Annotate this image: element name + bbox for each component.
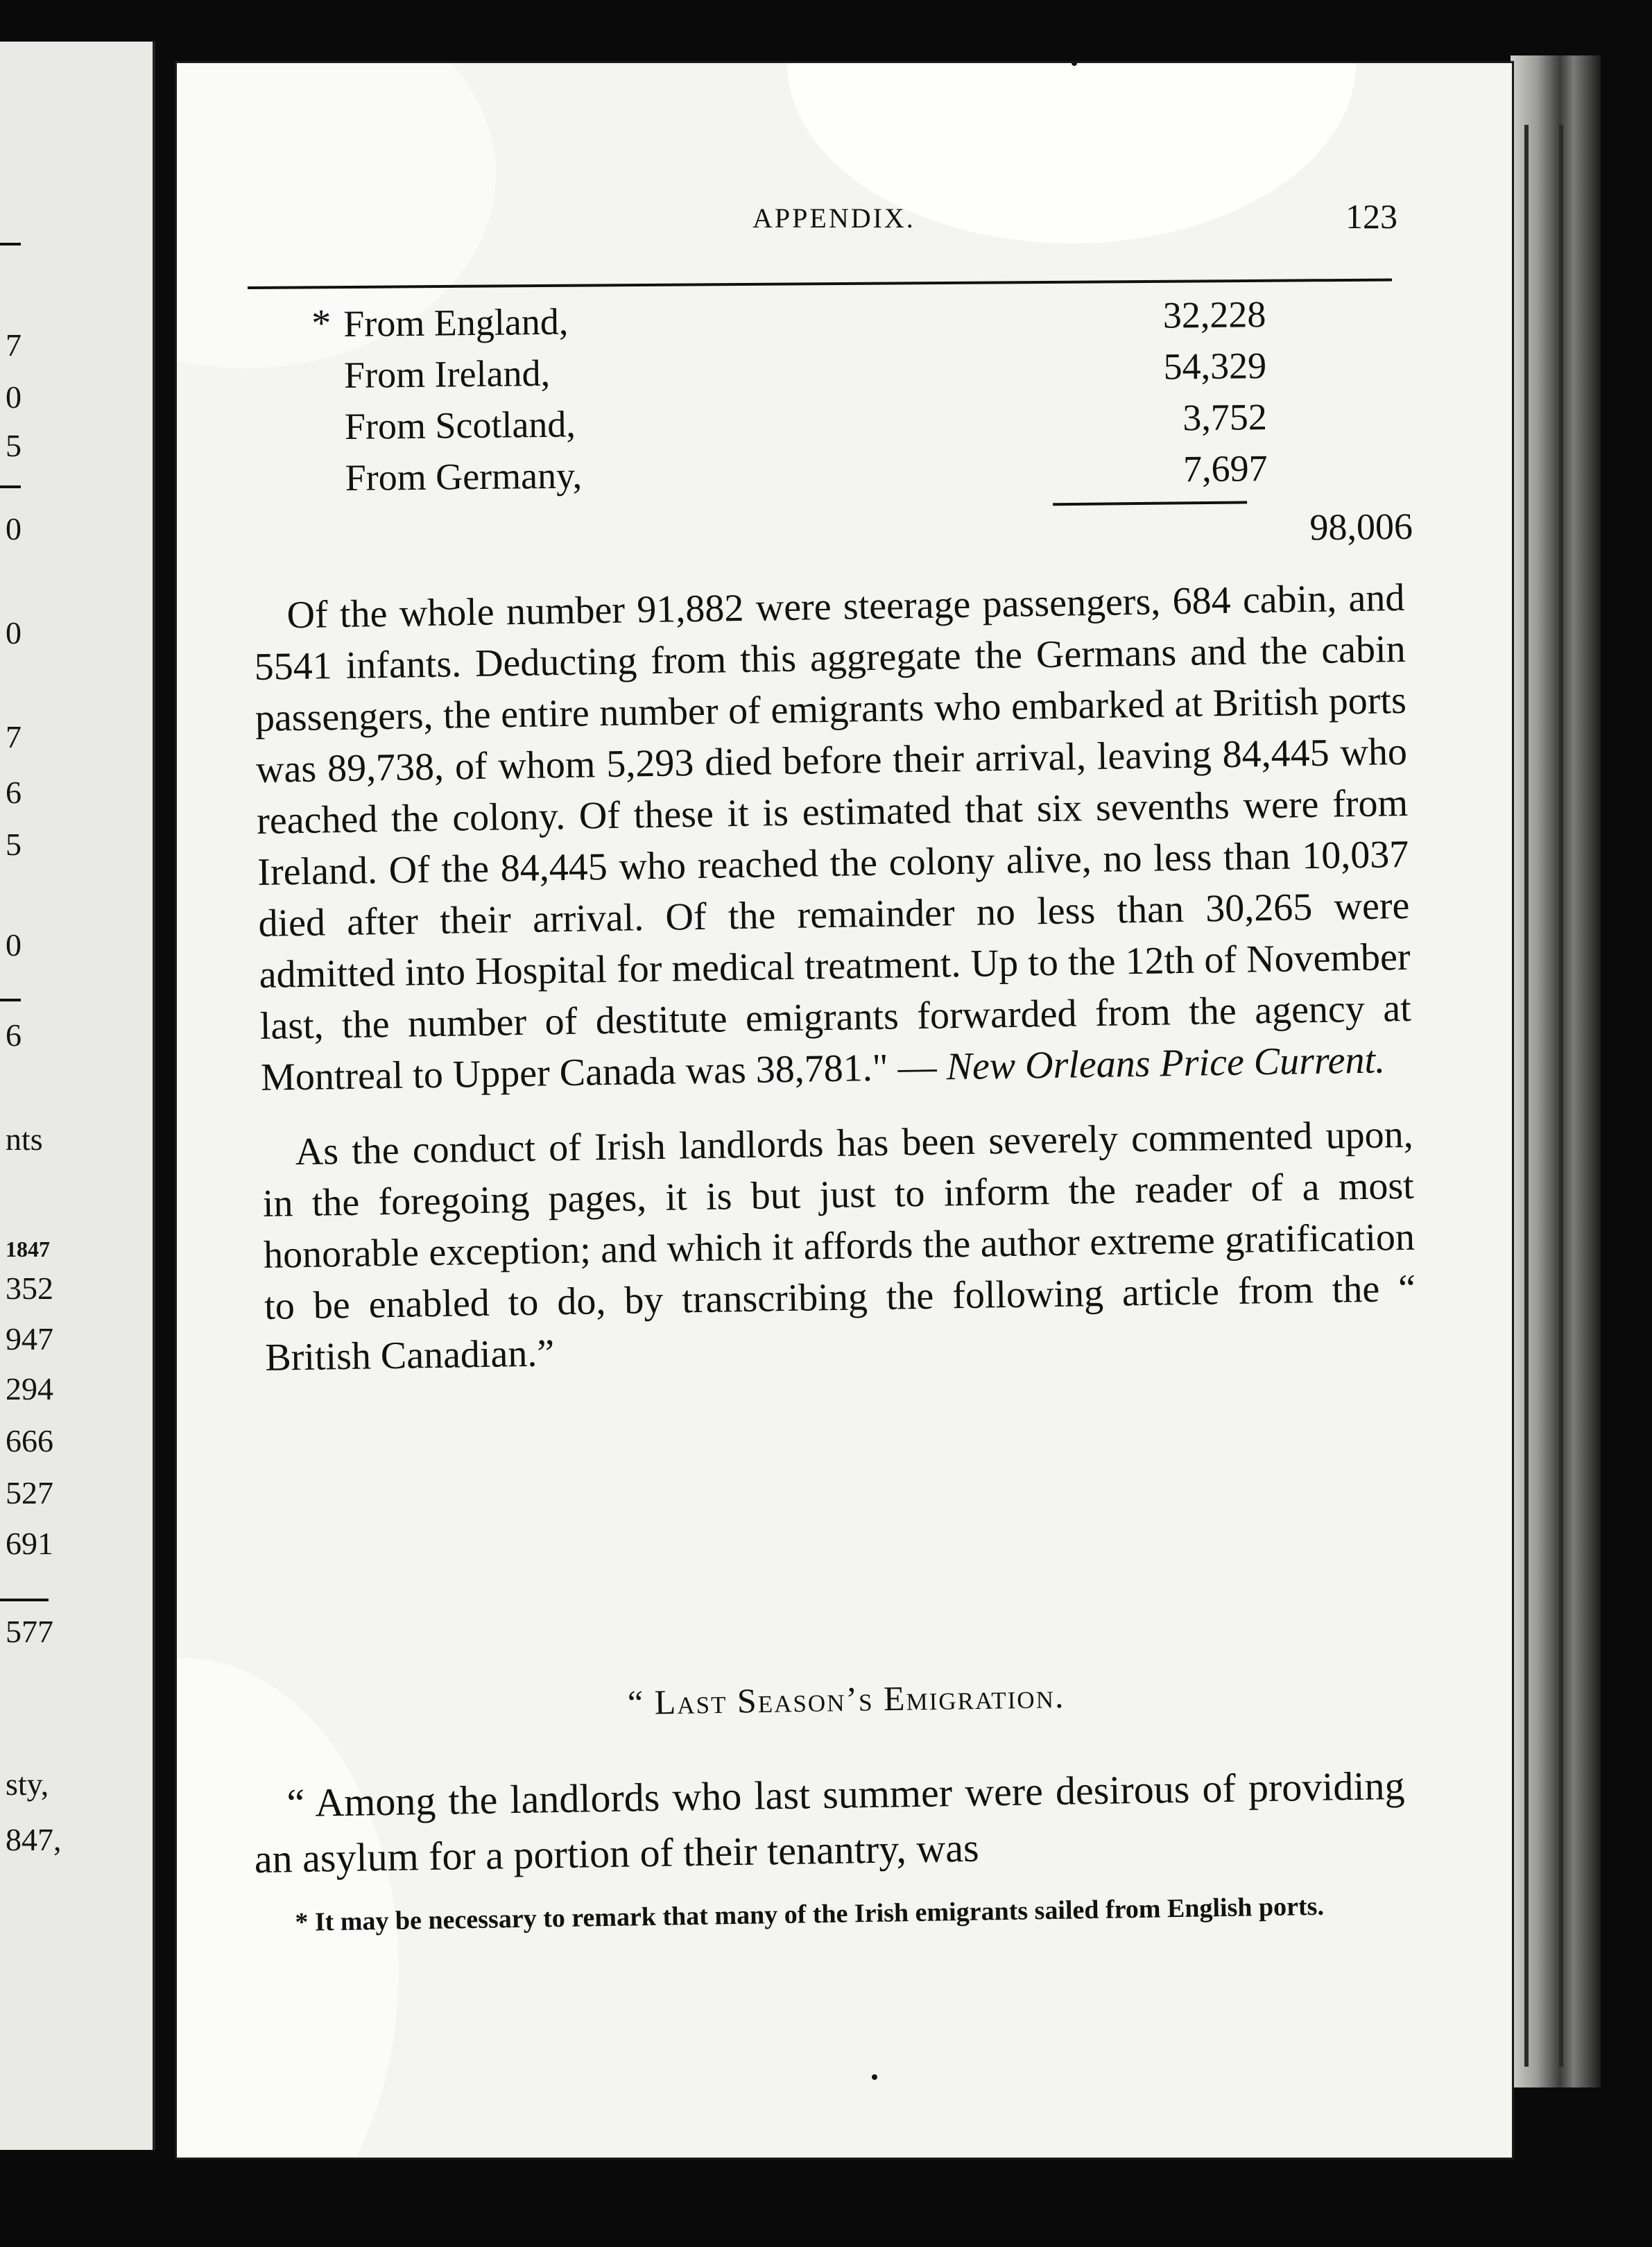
origin-count: 32,228 [1162,293,1266,336]
previous-page-strip [0,42,155,2150]
table-row [343,345,1267,404]
emigrant-origin-table [311,291,1413,608]
left-page-fragment: 6 [6,1017,21,1053]
left-page-fragment: sty, [6,1766,49,1802]
paragraph [253,572,1412,1103]
left-page-fragment: 5 [6,827,21,862]
left-page-fragment: 7 [6,327,21,363]
sum-rule [1053,501,1247,506]
left-page-rule [0,999,21,1001]
left-page-fragment: 352 [6,1271,53,1306]
left-page-fragment: 0 [6,511,21,546]
main-text [253,572,1417,1384]
left-page-fragment: 1847 [6,1237,50,1262]
section-heading: “ Last Season’s Emigration. [627,1676,1065,1722]
footnote: * It may be necessary to remark that many of the Irish emigrants sailed from English ports. [295,1891,1325,1938]
book-edge-line [1559,125,1563,2067]
left-page-rule [0,243,21,246]
ink-speck [872,2074,877,2080]
left-page-rule [0,485,21,488]
quoted-paragraph: “ Among the landlords who last summer were desirous of providing an asylum for a portion of their tenantry, was [254,1762,1405,1882]
book-edge-line [1524,125,1529,2067]
left-page-fragment: 0 [6,927,21,963]
origin-label: From Scotland, [344,403,576,447]
left-page-fragment: 947 [6,1321,53,1357]
left-page-fragment: 666 [6,1423,53,1458]
left-page-fragment: 847, [6,1822,62,1857]
left-page-fragment: 7 [6,719,21,755]
origin-label: From Germany, [345,454,583,499]
left-page-fragment: 294 [6,1371,53,1406]
book-page [175,61,1514,2160]
source-citation: New Orleans Price Current. [946,1038,1386,1089]
paragraph-text: Of the whole number 91,882 were steerage passengers, 684 cabin, and 5541 infants. Deducting from this aggregate the Germans and the cabin passengers, the entire number of emigrants who embarked at British ports was 89,738, of whom 5,293 died before their arrival, leaving 84,445 who reached the colony. Of these it is estimated that six sevenths were from Ireland. Of the 84,445 who reached the colony alive, no less than 10,037 died after their arrival. Of the remainder no less than 30,265 were admitted into Hospital for medical treatment. Up to the 12th of November last, the number of destitute emigrants forwarded from the agency at Montreal to Upper Canada was 38,781." — [254,576,1412,1099]
total-count: 98,006 [1309,505,1413,549]
left-page-fragment: nts [6,1121,43,1157]
origin-count: 54,329 [1163,345,1267,388]
left-page-fragment: 691 [6,1526,53,1561]
left-page-fragment: 0 [6,379,21,415]
page-number: 123 [1345,197,1397,236]
left-page-rule [0,1599,49,1601]
book-edge [1511,55,1601,2087]
origin-label: From England, [343,300,569,345]
origin-label: From Ireland, [343,352,551,396]
left-page-fragment: 527 [6,1475,53,1510]
footnote-marker: * [311,302,332,345]
origin-count: 3,752 [1182,396,1268,439]
left-page-fragment: 0 [6,615,21,651]
page-header [253,197,1397,243]
paragraph: As the conduct of Irish landlords has been severely commented upon, in the foregoing pages, it is but just to inform the reader of a most honorable exception; and which it affords the author extreme gratification to be enabled to do, by transcribing the following article from the “ British Canadian.” [262,1112,1416,1379]
table-row [311,293,1266,352]
left-page-fragment: 6 [6,775,21,810]
left-page-fragment: 5 [6,428,21,463]
origin-count: 7,697 [1182,447,1268,490]
left-page-fragment: 577 [6,1614,53,1649]
running-head: APPENDIX. [752,203,915,234]
